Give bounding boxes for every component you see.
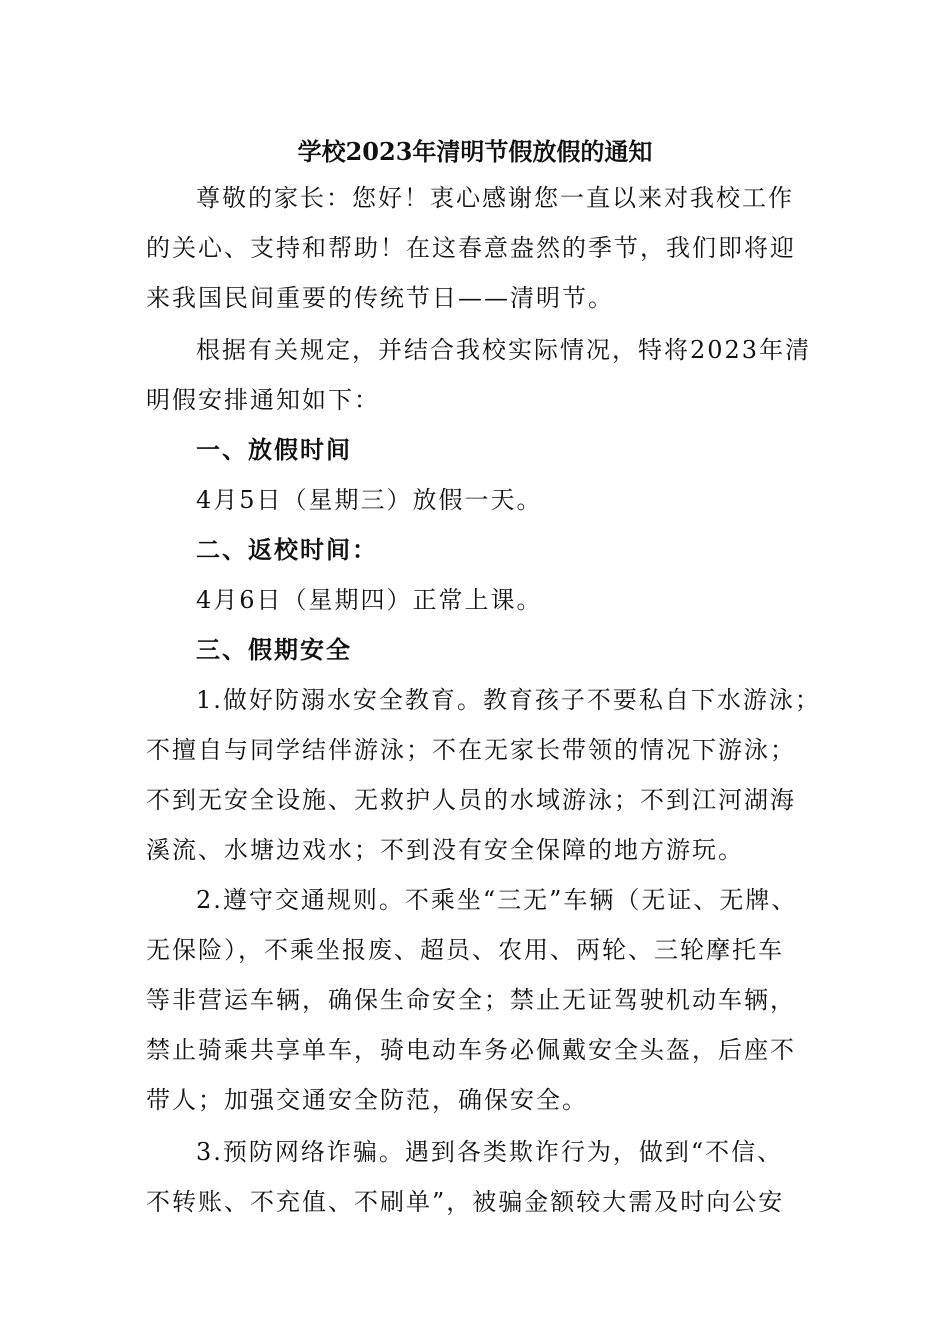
paragraph-line: 的关心、支持和帮助！在这春意盎然的季节，我们即将迎 [146,234,796,262]
paragraph-line: 不转账、不充值、不刷单”，被骗金额较大需及时向公安 [146,1188,785,1216]
paragraph-line: 根据有关规定，并结合我校实际情况，特将2023年清 [196,336,812,364]
paragraph-line: 不到无安全设施、无救护人员的水域游泳；不到江河湖海 [146,786,796,814]
list-item-line: 2.遵守交通规则。不乘坐“三无”车辆（无证、无牌、 [196,886,798,914]
paragraph-line: 等非营运车辆，确保生命安全；禁止无证驾驶机动车辆， [146,986,796,1014]
list-item-line: 3.预防网络诈骗。遇到各类欺诈行为，做到“不信、 [196,1138,784,1166]
list-item-line: 1.做好防溺水安全教育。教育孩子不要私自下水游泳； [196,686,821,714]
paragraph-line: 4月5日（星期三）放假一天。 [196,486,543,514]
section-heading-holiday-safety: 三、假期安全 [196,635,352,664]
paragraph-line: 溪流、水塘边戏水；不到没有安全保障的地方游玩。 [146,836,744,864]
paragraph-line: 无保险），不乘坐报废、超员、农用、两轮、三轮摩托车 [146,936,784,964]
paragraph-line-greeting: 尊敬的家长：您好！衷心感谢您一直以来对我校工作 [196,184,794,212]
section-heading-holiday-time: 一、放假时间 [196,435,352,464]
section-heading-return-time: 二、返校时间： [196,535,378,564]
paragraph-line: 不擅自与同学结伴游泳；不在无家长带领的情况下游泳； [146,736,796,764]
paragraph-line: 明假安排通知如下： [146,386,380,414]
paragraph-line: 4月6日（星期四）正常上课。 [196,586,543,614]
page-title: 学校2023年清明节假放假的通知 [297,137,653,166]
paragraph-line: 带人；加强交通安全防范，确保安全。 [146,1086,588,1114]
paragraph-line: 来我国民间重要的传统节日——清明节。 [146,284,614,312]
paragraph-line: 禁止骑乘共享单车，骑电动车务必佩戴安全头盔，后座不 [146,1036,796,1064]
